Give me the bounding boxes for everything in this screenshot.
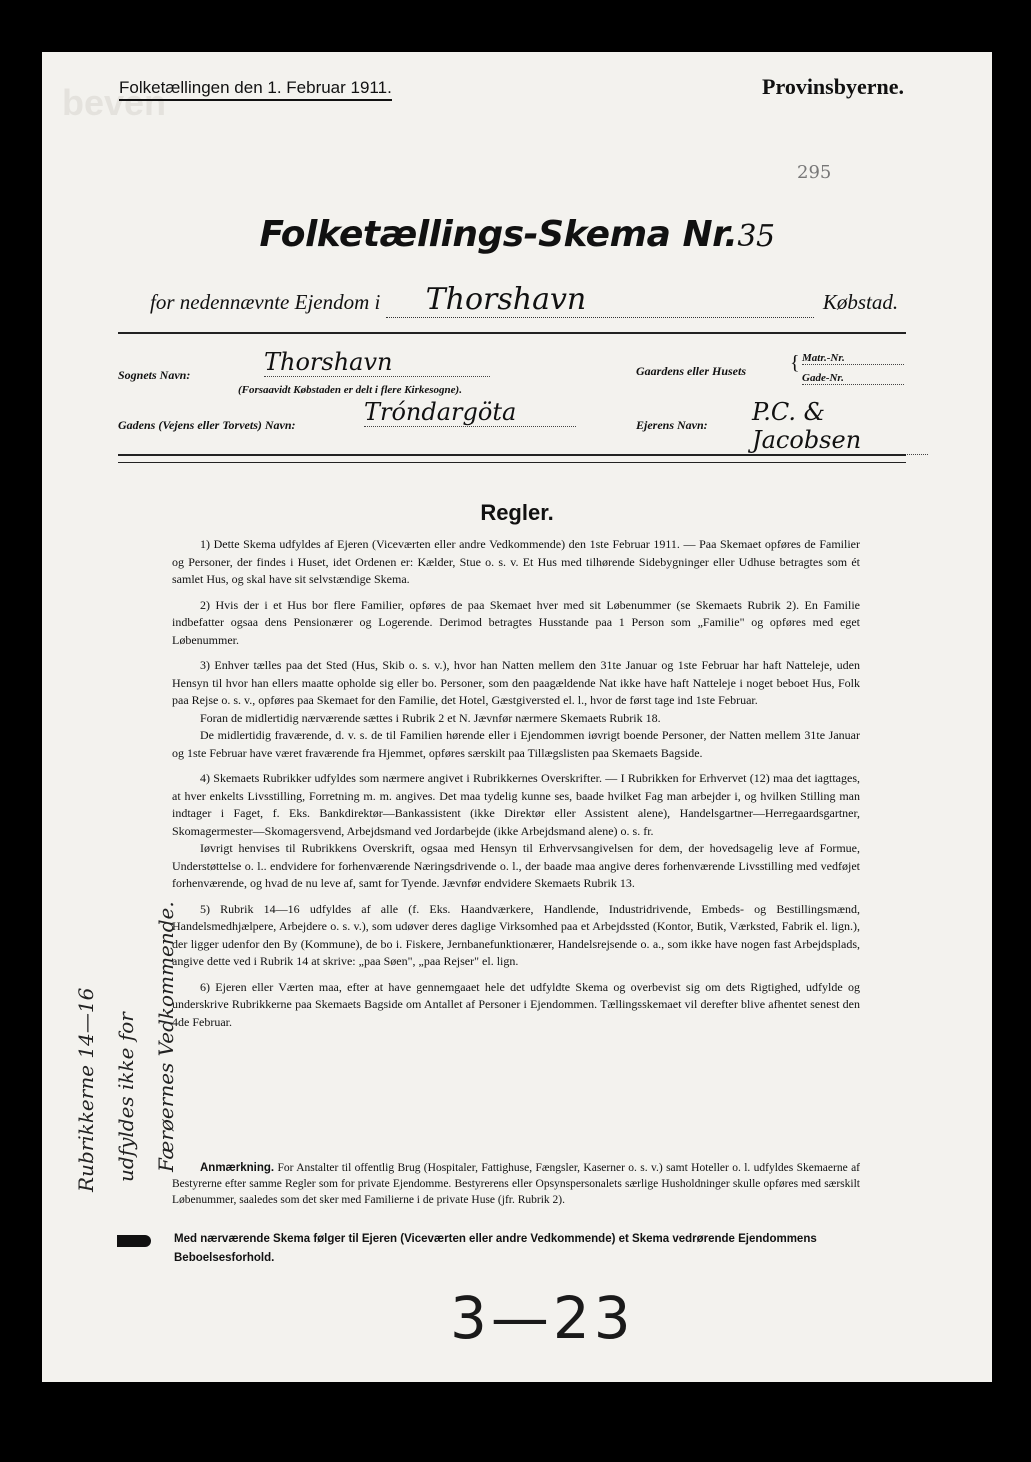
gadens-value: Tróndargöta [364,398,576,427]
margin-note-line2: udfyldes ikke for [114,1012,138,1182]
form-number-handwritten: 35 [737,219,775,254]
footer-notice: Med nærværende Skema følger til Ejeren (Viceværten eller andre Vedkommende) et Skema vedrørende Ejendommens Beboelsesforhold. [174,1233,817,1264]
property-line-prefix: for nedennævnte Ejendom i [150,290,381,314]
bleed-through-text: beven [62,82,167,123]
fields-divider-1 [118,454,906,456]
gaardens-label: Gaardens eller Husets [636,364,747,378]
page-number: 295 [797,162,832,183]
census-form-page [42,52,992,1382]
form-title-text: Folketællings-Skema Nr. [259,214,738,255]
property-line-suffix: Købstad. [822,290,899,314]
town-handwritten: Thorshavn [386,282,814,318]
sognets-label: Sognets Navn: [118,368,191,382]
ejerens-label: Ejerens Navn: [636,418,708,432]
sognets-value: Thorshavn [264,348,490,377]
margin-note [70,901,190,1462]
rule-paragraph: 1) Dette Skema udfyldes af Ejeren (Viceværten eller andre Vedkommende) den 1ste Februar 1911. — Paa Skemaet opføres de Familier og Personer, der findes i Huset, idet Ordenen er: Kælder, Stue o. s. v. Et Hus med tilhørende Sidebygninger eller Udhuse betragtes som ét samlet Hus, og skal have sit selvstændige Skema. [172,537,860,586]
census-header: Folketællingen den 1. Februar 1911. [119,78,392,101]
property-line [150,282,898,318]
annotation-note [172,1160,860,1208]
regler-body [172,536,860,1039]
margin-note-line3: Færøernes Vedkommende. [154,901,178,1172]
region-header: Provinsbyerne. [762,74,904,99]
rule-paragraph: 2) Hvis der i et Hus bor flere Familier, opføres de paa Skemaet hver med sit Løbenummer (se Skemaets Rubrik 2). En Familie indbefatter ogsaa dens Pensionærer og Logerende. Derimod betragtes Husstande paa 1 Person som „Familie" og opføres med eget Løbenummer. [172,597,860,647]
form-title [42,214,992,255]
sognets-note: (Forsaavidt Købstaden er delt i flere Kirkesogne). [238,384,462,396]
bottom-handwritten-number: 3—23 [450,1284,635,1352]
fields-divider-2 [118,462,906,463]
note-text: For Anstalter til offentlig Brug (Hospitaler, Fattighuse, Fængsler, Kaserner o. s. v.) samt Hoteller o. l. udfyldes Skemaerne af Bestyrerne efter samme Regler som for private Ejendomme. Bestyrerens eller Opsynspersonalets særlige Husholdninger skulle opføres med særskilt Løbenummer, saaledes som det sker med Familierne i de private Huse (jfr. Rubrik 2). [172,1162,860,1206]
matr-label: Matr.-Nr. [802,352,904,365]
rule-paragraph: Foran de midlertidig nærværende sættes i Rubrik 2 et N. Jævnfør nærmere Skemaets Rubrik 18. [200,710,661,725]
rule-paragraph: 6) Ejeren eller Værten maa, efter at have gennemgaaet hele det udfyldte Skema og overbevist sig om dets Rigtighed, udfylde og underskrive Rubrikkerne paa Skemaets Bagside om Antallet af Personer i Ejendommen. Tællingsskemaet vil derefter blive afhentet senest den 4de Februar. [172,979,860,1029]
gadens-label: Gadens (Vejens eller Torvets) Navn: [118,418,296,432]
rule-paragraph: 5) Rubrik 14—16 udfyldes af alle (f. Eks. Haandværkere, Handlende, Industridrivende, Embeds- og Bestillingsmænd, Handelsmedhjælpere, Arbejdere o. s. v.), som udøver deres daglige Virksomhed paa et Arbejdssted (Kontor, Butik, Værksted, Fabrik el. lign.), der ligger udenfor den By (Kommune), de bo i. Fiskere, Jernbanefunktionærer, Handelsrejsende o. a., som ikke have nogen fast Arbejdsplads, angive dette ved i Rubrik 14 at skrive: „paa Søen", „paa Rejser" el. lign. [172,901,860,968]
top-divider [118,332,906,334]
brace: { [790,352,800,374]
rule-paragraph: Iøvrigt henvises til Rubrikkens Overskrift, ogsaa med Hensyn til Erhvervsangivelsen for dem, der hovedsagelig leve af Formue, Understøttelse o. l.. endvidere for forhenværende Næringsdrivende o. l., der baade maa angive deres forhenværende Livsstilling med vedføjet forhenværende, og hvad de nu leve af, samt for Tyende. Jævnfør endvidere Skemaets Rubrik 13. [172,841,860,890]
rule-paragraph: 4) Skemaets Rubrikker udfyldes som nærmere angivet i Rubrikkernes Overskrifter. — I Rubrikken for Erhvervet (12) maa det iagttages, at hver enkelts Livsstilling, Forretning m. m. angives. Det maa tydelig kunne ses, baade hvilket Fag man arbejder i, og hvilken Stilling man indtager i Faget, f. Eks. Bankdirektør—Bankassistent (ikke Direktør eller Assistent alene), Handelsgartner—Herregaardsgartner, Skomagermester—Skomagersvend, Arbejdsmand ved Jordarbejde (ikke Arbejdsmand alene) o. s. fr. [172,771,860,838]
ejerens-value: P.C. & Jacobsen [752,398,928,455]
gade-label: Gade-Nr. [802,372,904,385]
rule-paragraph: De midlertidig fraværende, d. v. s. de til Familien hørende eller i Ejendommen iøvrigt boende Personer, der Natten mellem 31te Januar og 1ste Februar have været fraværende fra Hjemmet, opføres særskilt paa Tillægslisten paa Skemaets Bagside. [172,728,860,760]
note-label: Anmærkning. [200,1162,275,1174]
rule-paragraph: 3) Enhver tælles paa det Sted (Hus, Skib o. s. v.), hvor han Natten mellem den 31te Januar og 1ste Februar har haft Natteleje, uden Hensyn til hvor han ellers maatte opholde sig eller bo. Personer, som den paagældende Nat ikke have haft Natteleje i noget beboet Hus, Folk paa Rejse o. s. v., opføres paa Skemaet for den Familie, det Hotel, Gæstgiversted el. l., hvor de først tage ind 1ste Februar. [172,658,860,707]
margin-note-line1: Rubrikkerne 14—16 [74,987,98,1192]
regler-heading: Regler. [480,500,554,525]
